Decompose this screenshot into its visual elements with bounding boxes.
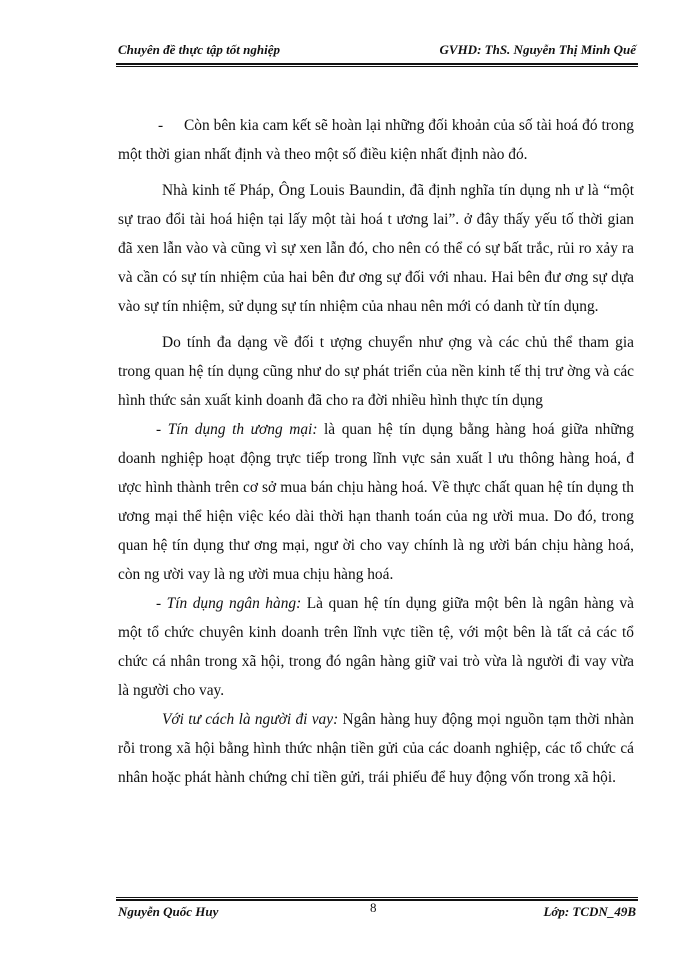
footer-rule-thin xyxy=(116,897,638,898)
page-number: 8 xyxy=(370,900,377,915)
page-header xyxy=(118,42,636,62)
header-advisor: GVHD: ThS. Nguyễn Thị Minh Quế xyxy=(439,42,636,57)
term-as-borrower: Với tư cách là người đi vay: xyxy=(162,711,339,728)
footer-author: Nguyễn Quốc Huy xyxy=(118,904,219,919)
footer-rule-thick xyxy=(116,899,638,901)
page-footer xyxy=(118,904,636,924)
paragraph-2: Nhà kinh tế Pháp, Ông Louis Baundin, đã định nghĩa tín dụng nh ư là “một sự trao đổi tài hoá hiện tại lấy một tài hoá t ương lai”. ở đây thấy yếu tố thời gian đã xen lẫn vào và cũng vì sự xen lẫn đó, cho nên có thể có sự bất trắc, rủi ro xảy ra và cần có sự tín nhiệm của hai bên đư ơng sự đối với nhau. Hai bên đư ơng sự dựa vào sự tín nhiệm, sử dụng sự tín nhiệm của nhau nên mới có danh từ tín dụng. xyxy=(118,182,634,315)
paragraph-1-text: Còn bên kia cam kết sẽ hoàn lại những đối khoản của số tài hoá đó trong một thời gian nhất định và theo một số điều kiện nhất định nào đó. xyxy=(118,117,634,163)
term-bank-credit: - Tín dụng ngân hàng: xyxy=(156,595,302,612)
paragraph-4 xyxy=(118,415,634,589)
header-rule-thick xyxy=(116,63,638,65)
footer-class: Lớp: TCDN_49B xyxy=(543,904,636,919)
header-rule-thin xyxy=(116,66,638,67)
paragraph-4-text: là quan hệ tín dụng bằng hàng hoá giữa những doanh nghiệp hoạt động trực tiếp trong lĩnh vực sản xuất l ưu thông hàng hoá, đ ược hình thành trên cơ sở mua bán chịu hàng hoá. Về thực chất quan hệ tín dụng th ương mại thể hiện việc kéo dài thời hạn thanh toán của ng ười mua. Do đó, trong quan hệ tín dụng thư ơng mại, ngư ời cho vay chính là ng ười bán chịu hàng hoá, còn ng ười vay là ng ười mua chịu hàng hoá. xyxy=(118,421,634,583)
paragraph-5 xyxy=(118,589,634,705)
bullet-dash: - xyxy=(158,117,164,134)
paragraph-5-text: Là quan hệ tín dụng giữa một bên là ngân hàng và một tổ chức chuyên kinh doanh trên lĩnh vực tiền tệ, với một bên là tất cả các tổ chức cá nhân trong xã hội, trong đó ngân hàng giữ vai trò vừa là người đi vay vừa là người cho vay. xyxy=(118,595,634,699)
paragraph-6 xyxy=(118,705,634,792)
paragraph-3: Do tính đa dạng về đối t ượng chuyển như ợng và các chủ thể tham gia trong quan hệ tín dụng cũng như do sự phát triển của nền kinh tế thị trư ờng và các hình thức sản xuất kinh doanh đã cho ra đời nhiều hình thực tín dụng xyxy=(118,334,634,409)
term-trade-credit: - Tín dụng th ương mại: xyxy=(156,421,318,438)
paragraph-6-text: Ngân hàng huy động mọi nguồn tạm thời nhàn rỗi trong xã hội bằng hình thức nhận tiền gửi của các doanh nghiệp, các tổ chức cá nhân hoặc phát hành chứng chỉ tiền gửi, trái phiếu để huy động vốn trong xã hội. xyxy=(118,711,634,786)
page-body xyxy=(118,111,634,792)
paragraph-1 xyxy=(118,111,634,169)
header-title: Chuyên đề thực tập tốt nghiệp xyxy=(118,42,280,57)
